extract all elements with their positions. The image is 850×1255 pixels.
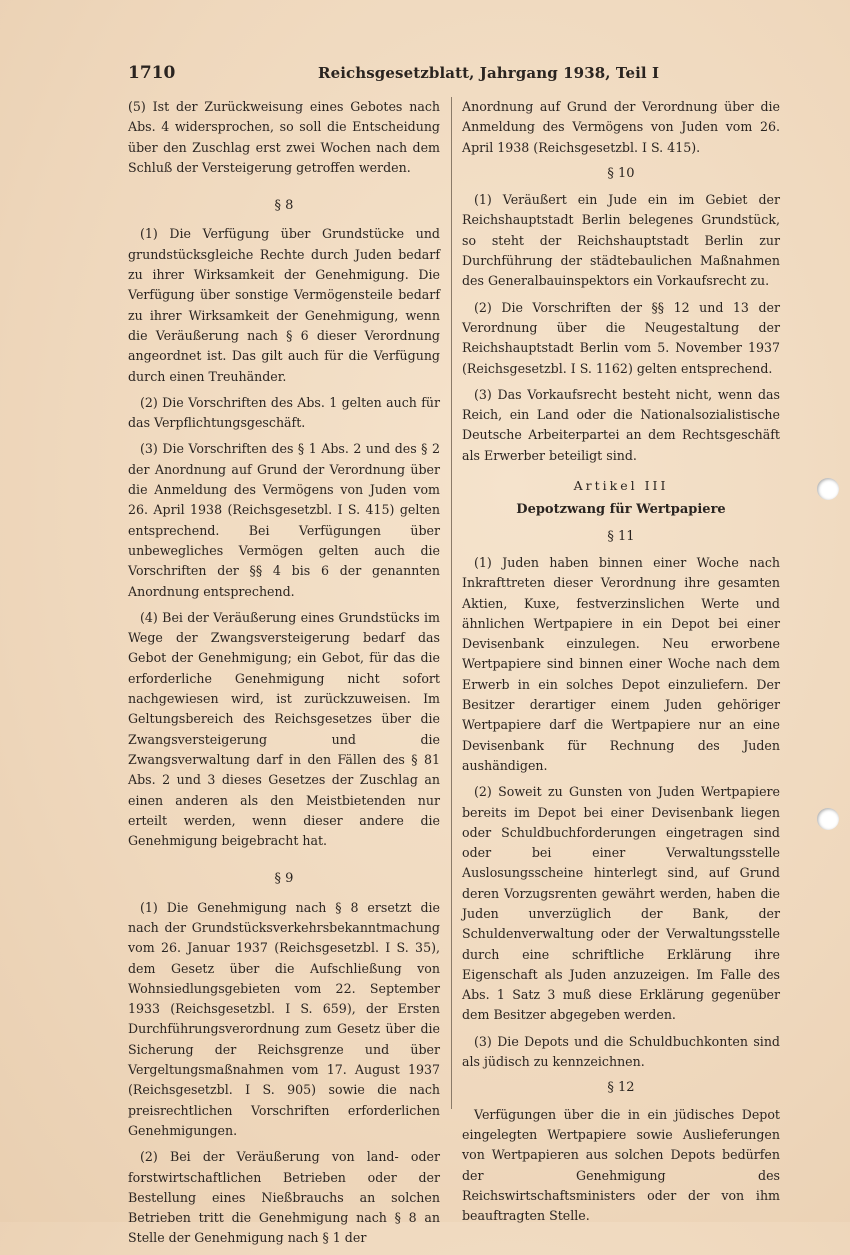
paragraph-s8-4: (4) Bei der Veräußerung eines Grundstücks im Wege der Zwangsversteigerung bedarf das Gebot der Genehmigung; ein Gebot, für das die erforderliche Genehmigung nicht sofort nachgewiesen wird, ist zurückzuweisen. Im Geltungsbereich des Reichsgesetzes über die Zwangsversteigerung und die Zwangsverwaltung darf in den Fällen des § 81 Abs. 2 und 3 dieses Gesetzes der Zuschlag an einen anderen als den Meistbietenden nur erteilt werden, wenn dieser andere die Genehmigung beigebracht hat.	[128, 609, 440, 849]
page-number: 1710	[128, 63, 176, 83]
paragraph-s9-2: (2) Bei der Veräußerung von land- oder forstwirtschaftlichen Betrieben oder der Bestellung eines Nießbrauchs an solchen Betrieben tritt die Genehmigung nach § 8 an Stelle der Genehmigung nach § 1 der	[128, 1149, 440, 1246]
running-head: Reichsgesetzblatt, Jahrgang 1938, Teil I	[318, 64, 660, 82]
section-heading-9: § 9	[274, 871, 294, 887]
punch-hole	[817, 808, 839, 830]
section-heading-8: § 8	[274, 198, 294, 214]
paragraph-s10-3: (3) Das Vorkaufsrecht besteht nicht, wenn das Reich, ein Land oder die Nationalsozialistische Deutsche Arbeiterpartei an dem Rechtsgeschäft als Erwerber beteiligt sind.	[462, 386, 780, 463]
paragraph-s10-2: (2) Die Vorschriften der §§ 12 und 13 der Verordnung über die Neugestaltung der Reichshauptstadt Berlin vom 5. November 1937 (Reichsgesetzbl. I S. 1162) gelten entsprechend.	[462, 299, 780, 376]
section-heading-10: § 10	[607, 165, 635, 181]
paragraph-s8-2: (2) Die Vorschriften des Abs. 1 gelten auch für das Verpflichtungsgeschäft.	[128, 394, 440, 431]
paragraph-s9-1: (1) Die Genehmigung nach § 8 ersetzt die nach der Grundstücksverkehrsbekanntmachung vom 26. Januar 1937 (Reichsgesetzbl. I S. 35), dem Gesetz über die Aufschließung von Wohnsiedlungsgebieten vom 22. September 1933 (Reichsgesetzbl. I S. 659), der Ersten Durchführungsverordnung zum Gesetz über die Sicherung der Reichsgrenze und über Vergeltungsmaßnahmen vom 17. August 1937 (Reichsgesetzbl. I S. 905) sowie die nach preisrechtlichen Vorschriften erforderlichen Genehmigungen.	[128, 899, 440, 1138]
article-heading: Artikel III	[573, 478, 669, 494]
paragraph-s7-5: (5) Ist der Zurückweisung eines Gebotes nach Abs. 4 widersprochen, so soll die Entscheidung über den Zuschlag erst zwei Wochen nach dem Schluß der Versteigerung getroffen werden.	[128, 99, 440, 175]
paragraph-s11-1: (1) Juden haben binnen einer Woche nach Inkrafttreten dieser Verordnung ihre gesamten Aktien, Kuxe, festverzinslichen Werte und ähnlichen Wertpapiere in ein Depot bei einer Devisenbank einzulegen. Neu erworbene Wertpapiere sind binnen einer Woche nach dem Erwerb in ein solches Depot einzuliefern. Der Besitzer derartiger einem Juden gehöriger Wertpapiere darf die Wertpapiere nur an eine Devisenbank für Rechnung des Juden aushändigen.	[462, 554, 780, 773]
paragraph-s9-2-continued: Anordnung auf Grund der Verordnung über die Anmeldung des Vermögens von Juden vom 26. April 1938 (Reichsgesetzbl. I S. 415).	[462, 99, 780, 155]
paragraph-s10-1: (1) Veräußert ein Jude ein im Gebiet der Reichshauptstadt Berlin belegenes Grundstück, so steht der Reichshauptstadt Berlin zur Durchführung der städtebaulichen Maßnahmen des Generalbauinspektors ein Vorkaufsrecht zu.	[462, 192, 780, 289]
column-divider	[451, 97, 452, 1109]
left-column	[128, 97, 440, 1255]
paragraph-s8-1: (1) Die Verfügung über Grundstücke und grundstücksgleiche Rechte durch Juden bedarf zu ihrer Wirksamkeit der Genehmigung. Die Verfügung über sonstige Vermögensteile bedarf zu ihrer Wirksamkeit der Genehmigung, wenn die Veräußerung nach § 6 dieser Verordnung angeordnet ist. Das gilt auch für die Verfügung durch einen Treuhänder.	[128, 226, 440, 384]
section-heading-12: § 12	[607, 1080, 635, 1096]
right-column	[462, 97, 780, 1232]
paragraph-s11-2: (2) Soweit zu Gunsten von Juden Wertpapiere bereits im Depot bei einer Devisenbank liegen oder Schuldbuchforderungen eingetragen sind oder bei einer Verwaltungsstelle Auslosungsscheine hinterlegt sind, auf Grund deren Vorzugsrenten gewährt werden, haben die Juden unverzüglich der Bank, der Schuldenverwaltung oder der Verwaltungsstelle durch eine schriftliche Erklärung ihre Eigenschaft als Juden anzuzeigen. Im Falle des Abs. 1 Satz 3 muß diese Erklärung gegenüber dem Besitzer abgegeben werden.	[462, 784, 780, 1023]
paragraph-s11-3: (3) Die Depots und die Schuldbuchkonten sind als jüdisch zu kennzeichnen.	[462, 1033, 780, 1070]
paragraph-s12-1: Verfügungen über die in ein jüdisches Depot eingelegten Wertpapiere sowie Auslieferungen von Wertpapieren aus solchen Depots bedürfen der Genehmigung des Reichswirtschaftsministers oder der von ihm beauftragten Stelle.	[462, 1106, 780, 1224]
punch-hole	[817, 478, 839, 500]
article-title: Depotzwang für Wertpapiere	[516, 502, 726, 518]
section-heading-11: § 11	[607, 528, 635, 544]
paragraph-s8-3: (3) Die Vorschriften des § 1 Abs. 2 und des § 2 der Anordnung auf Grund der Verordnung über die Anmeldung des Vermögens von Juden vom 26. April 1938 (Reichsgesetzbl. I S. 415) gelten entsprechend. Bei Verfügungen über unbewegliches Vermögen gelten auch die Vorschriften der §§ 4 bis 6 der genannten Anordnung entsprechend.	[128, 441, 440, 599]
